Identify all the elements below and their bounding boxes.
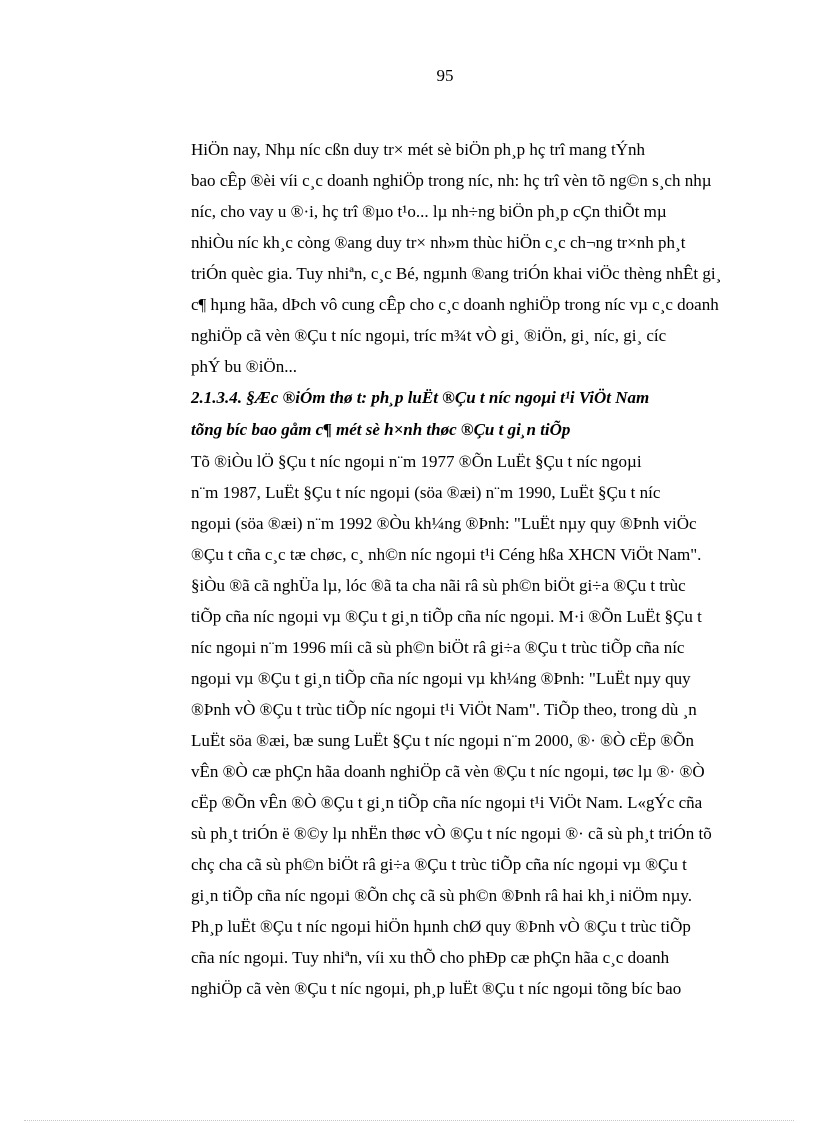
text-line: HiÖn nay, Nhµ níc cßn duy tr× mét sè biÖn ph¸p hç trî mang tÝnh: [191, 140, 646, 159]
text-line: sù ph¸t triÓn ë ®©y lµ nhËn thøc vÒ ®Çu t níc ngoµi ®· cã sù ph¸t triÓn tõ: [191, 824, 712, 843]
text-line: §iÒu ®ã cã nghÜa lµ, lóc ®ã ta cha nãi râ sù ph©n biÖt gi÷a ®Çu t trùc: [191, 576, 686, 595]
text-line: vÊn ®Ò cæ phÇn hãa doanh nghiÖp cã vèn ®Çu t níc ngoµi, tøc lµ ®· ®Ò: [191, 762, 705, 781]
text-line: triÓn quèc gia. Tuy nhiªn, c¸c Bé, ngµnh ®ang triÓn khai viÖc thèng nhÊt gi¸: [191, 264, 722, 283]
text-line: gi¸n tiÕp cña níc ngoµi ®Õn chç cã sù ph©n ®Þnh râ hai kh¸i niÖm nµy.: [191, 886, 693, 905]
section-heading: [135, 382, 741, 446]
page-bottom-border: [24, 1120, 794, 1121]
text-line: níc, cho vay u ®·i, hç trî ®µo t¹o... lµ nh÷ng biÖn ph¸p cÇn thiÕt mµ: [191, 202, 667, 221]
text-line: Ph¸p luËt ®Çu t níc ngoµi hiÖn hµnh chØ quy ®Þnh vÒ ®Çu t trùc tiÕp: [191, 917, 691, 936]
text-line: n¨m 1987, LuËt §Çu t níc ngoµi (söa ®æi) n¨m 1990, LuËt §Çu t níc: [191, 483, 661, 502]
heading-line: 2.1.3.4. §Æc ®iÓm thø t: ph¸p luËt ®Çu t níc ngoµi t¹i ViÖt Nam: [191, 388, 650, 407]
text-line: LuËt söa ®æi, bæ sung LuËt §Çu t níc ngoµi n¨m 2000, ®· ®Ò cËp ®Õn: [191, 731, 694, 750]
text-line: bao cÊp ®èi víi c¸c doanh nghiÖp trong níc, nh: hç trî vèn tõ ng©n s¸ch nhµ: [191, 171, 712, 190]
text-line: cËp ®Õn vÊn ®Ò ®Çu t gi¸n tiÕp cña níc ngoµi t¹i ViÖt Nam. L«gÝc cña: [191, 793, 703, 812]
text-line: ngoµi (söa ®æi) n¨m 1992 ®Òu kh¼ng ®Þnh: "LuËt nµy quy ®Þnh viÖc: [191, 514, 697, 533]
text-line: tiÕp cña níc ngoµi vµ ®Çu t gi¸n tiÕp cña níc ngoµi. M·i ®Õn LuËt §Çu t: [191, 607, 702, 626]
page-number: 95: [436, 66, 454, 85]
heading-line: tõng bíc bao gåm c¶ mét sè h×nh thøc ®Çu t gi¸n tiÕp: [191, 420, 571, 439]
text-line: nhiÒu níc kh¸c còng ®ang duy tr× nh»m thùc hiÖn c¸c ch¬ng tr×nh ph¸t: [191, 233, 686, 252]
document-body: [135, 134, 741, 1004]
text-line: níc ngoµi n¨m 1996 míi cã sù ph©n biÖt râ gi÷a ®Çu t trùc tiÕp cña níc: [191, 638, 685, 657]
text-line: phÝ bu ®iÖn...: [191, 357, 297, 376]
text-line: nghiÖp cã vèn ®Çu t níc ngoµi, tríc m¾t vÒ gi¸ ®iÖn, gi¸ níc, gi¸ cíc: [191, 326, 667, 345]
text-line: ngoµi vµ ®Çu t gi¸n tiÕp cña níc ngoµi vµ kh¼ng ®Þnh: "LuËt nµy quy: [191, 669, 691, 688]
text-line: nghiÖp cã vèn ®Çu t níc ngoµi, ph¸p luËt ®Çu t níc ngoµi tõng bíc bao: [191, 979, 682, 998]
paragraph-1: [135, 134, 741, 382]
text-line: chç cha cã sù ph©n biÖt râ gi÷a ®Çu t trùc tiÕp cña níc ngoµi vµ ®Çu t: [191, 855, 687, 874]
text-line: Tõ ®iÒu lÖ §Çu t níc ngoµi n¨m 1977 ®Õn LuËt §Çu t níc ngoµi: [191, 452, 642, 471]
text-line: c¶ hµng hãa, dÞch vô cung cÊp cho c¸c doanh nghiÖp trong níc vµ c¸c doanh: [191, 295, 719, 314]
paragraph-2: [135, 446, 741, 1004]
text-line: cña níc ngoµi. Tuy nhiªn, víi xu thÕ cho phÐp cæ phÇn hãa c¸c doanh: [191, 948, 670, 967]
text-line: ®Þnh vÒ ®Çu t trùc tiÕp níc ngoµi t¹i ViÖt Nam". TiÕp theo, trong dù ¸n: [191, 700, 697, 719]
text-line: ®Çu t cña c¸c tæ chøc, c¸ nh©n níc ngoµi t¹i Céng hßa XHCN ViÖt Nam".: [191, 545, 702, 564]
